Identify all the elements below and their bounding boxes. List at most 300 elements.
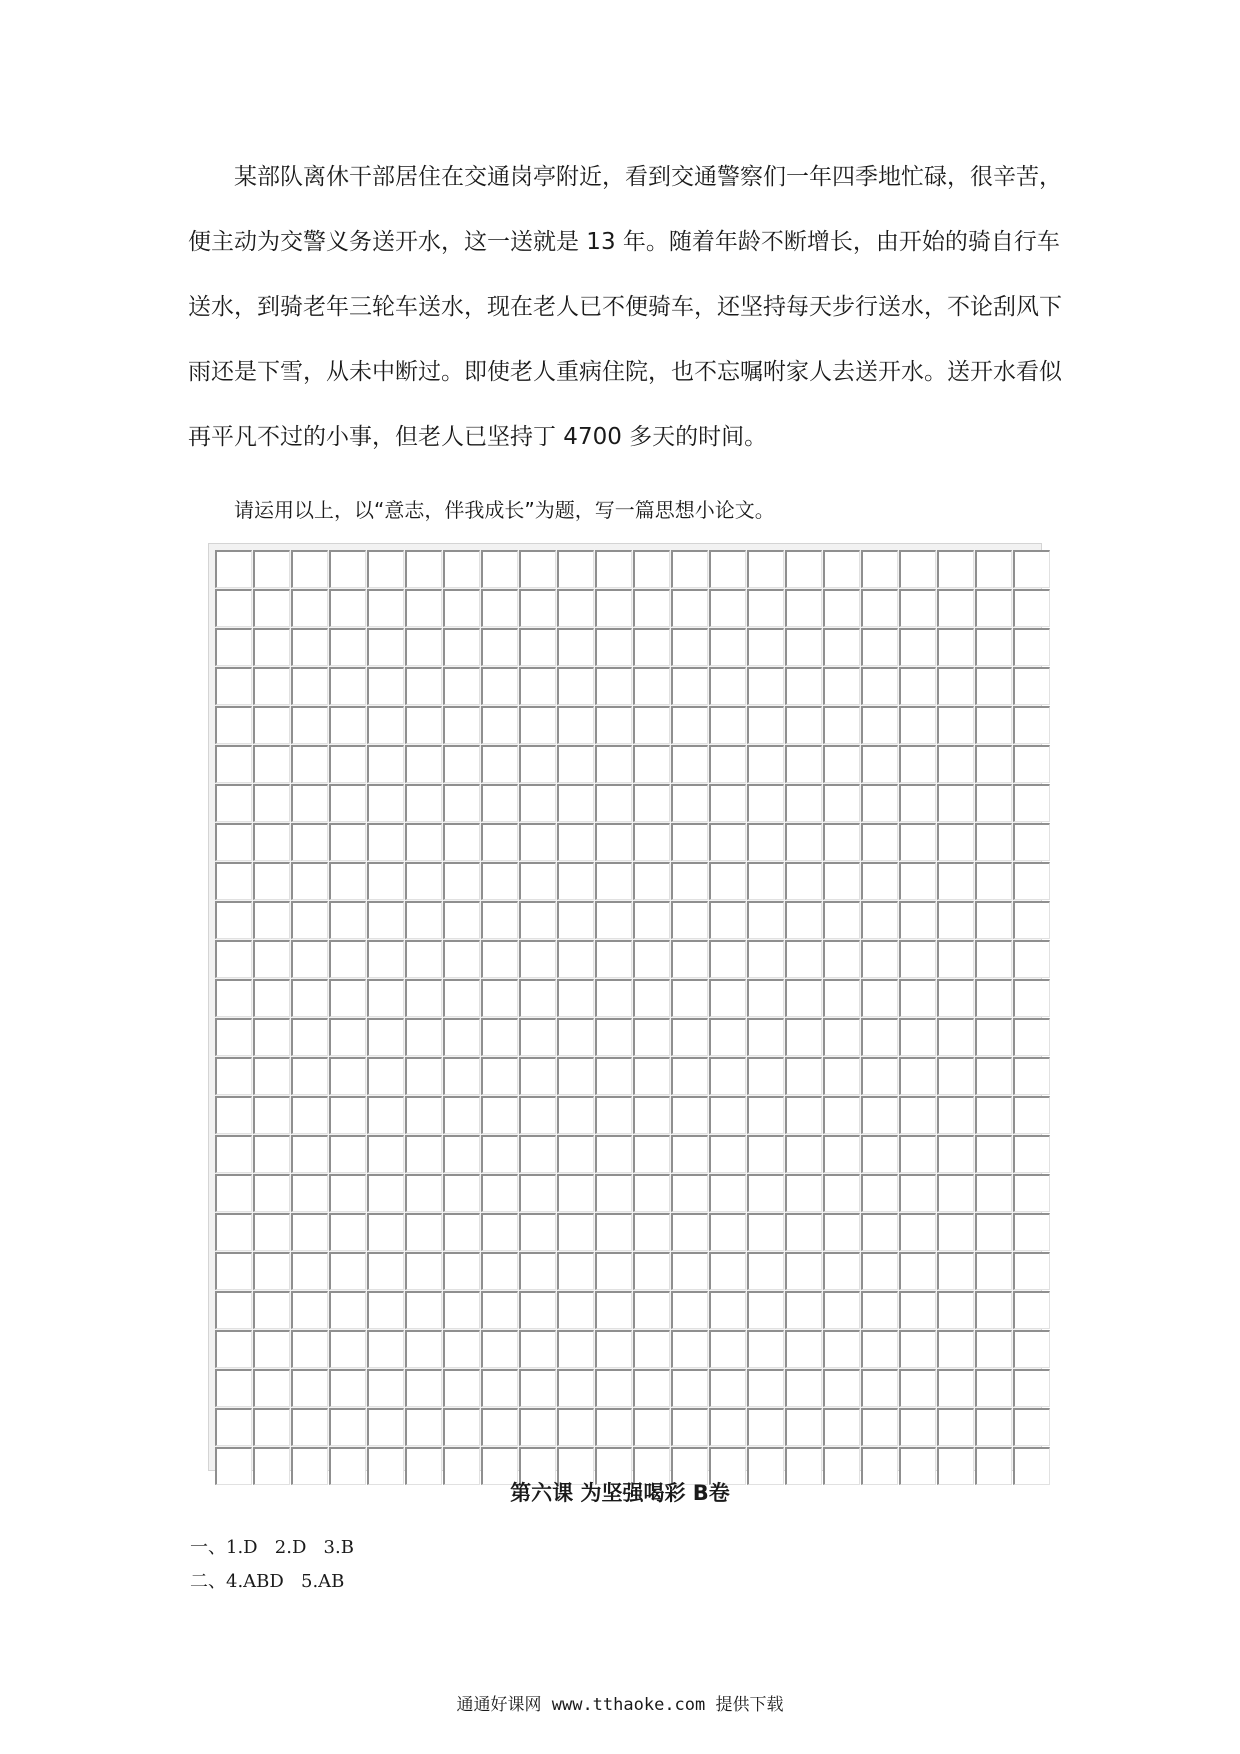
grid-cell [595, 862, 632, 900]
grid-cell [899, 784, 936, 822]
grid-cell [481, 940, 518, 978]
grid-cell [785, 745, 822, 783]
grid-cell [709, 1291, 746, 1329]
grid-cell [557, 1213, 594, 1251]
grid-cell [291, 1252, 328, 1290]
grid-cell [253, 1408, 290, 1446]
grid-cell [975, 1018, 1012, 1056]
grid-cell [557, 1135, 594, 1173]
grid-cell [747, 979, 784, 1017]
grid-cell [215, 940, 252, 978]
grid-cell [329, 1330, 366, 1368]
grid-cell [709, 901, 746, 939]
grid-cell [823, 1408, 860, 1446]
grid-cell [329, 901, 366, 939]
grid-cell [1013, 1096, 1050, 1134]
grid-cell [937, 706, 974, 744]
grid-cell [823, 550, 860, 588]
grid-cell [253, 784, 290, 822]
grid-cell [671, 940, 708, 978]
grid-cell [975, 1369, 1012, 1407]
grid-cell [595, 979, 632, 1017]
grid-cell [861, 862, 898, 900]
grid-cell [823, 745, 860, 783]
grid-cell [823, 589, 860, 627]
grid-cell [709, 979, 746, 1017]
grid-cell [861, 1330, 898, 1368]
grid-cell [595, 1018, 632, 1056]
grid-cell [329, 1174, 366, 1212]
grid-cell [519, 979, 556, 1017]
grid-cell [329, 745, 366, 783]
grid-cell [519, 667, 556, 705]
grid-cell [215, 979, 252, 1017]
grid-cell [367, 1096, 404, 1134]
grid-cell [633, 940, 670, 978]
grid-cell [671, 901, 708, 939]
grid-cell [785, 862, 822, 900]
grid-cell [975, 1291, 1012, 1329]
grid-cell [291, 1096, 328, 1134]
grid-cell [443, 1135, 480, 1173]
grid-cell [861, 1291, 898, 1329]
grid-cell [519, 823, 556, 861]
grid-cell [899, 1252, 936, 1290]
grid-cell [823, 1213, 860, 1251]
grid-cell [367, 667, 404, 705]
grid-cell [367, 1174, 404, 1212]
grid-cell [367, 901, 404, 939]
grid-cell [215, 1213, 252, 1251]
grid-cell [443, 940, 480, 978]
grid-cell [253, 823, 290, 861]
grid-cell [595, 1408, 632, 1446]
grid-cell [709, 784, 746, 822]
grid-cell [747, 589, 784, 627]
grid-cell [557, 745, 594, 783]
grid-cell [405, 1291, 442, 1329]
grid-cell [1013, 745, 1050, 783]
grid-cell [557, 862, 594, 900]
grid-cell [253, 1330, 290, 1368]
essay-grid [208, 543, 1042, 1471]
grid-cell [443, 628, 480, 666]
grid-cell [329, 1369, 366, 1407]
grid-cell [899, 940, 936, 978]
grid-cell [975, 706, 1012, 744]
grid-cell [1013, 823, 1050, 861]
grid-cell [481, 1174, 518, 1212]
grid-cell [671, 1057, 708, 1095]
grid-cell [861, 1369, 898, 1407]
grid-cell [443, 1291, 480, 1329]
grid-cell [595, 628, 632, 666]
grid-cell [975, 1096, 1012, 1134]
grid-cell [405, 1096, 442, 1134]
grid-cell [975, 1213, 1012, 1251]
grid-cell [747, 1252, 784, 1290]
grid-cell [899, 901, 936, 939]
grid-cell [671, 1135, 708, 1173]
grid-cell [861, 667, 898, 705]
grid-cell [291, 862, 328, 900]
grid-cell [443, 1330, 480, 1368]
grid-cell [709, 628, 746, 666]
grid-cell [519, 1174, 556, 1212]
grid-cell [671, 862, 708, 900]
grid-cell [861, 706, 898, 744]
grid-cell [899, 589, 936, 627]
passage-line: 某部队离休干部居住在交通岗亭附近，看到交通警察们一年四季地忙碌，很辛苦， [234, 164, 1062, 190]
grid-cell [443, 706, 480, 744]
grid-cell [899, 1213, 936, 1251]
grid-cell [671, 823, 708, 861]
grid-cell [633, 667, 670, 705]
grid-cell [823, 1057, 860, 1095]
grid-cell [899, 706, 936, 744]
grid-cell [253, 1291, 290, 1329]
grid-cell [329, 1252, 366, 1290]
grid-cell [861, 823, 898, 861]
grid-cell [253, 979, 290, 1017]
grid-cell [595, 745, 632, 783]
grid-cell [861, 1174, 898, 1212]
grid-cell [671, 706, 708, 744]
grid-cell [519, 1408, 556, 1446]
grid-cell [1013, 1330, 1050, 1368]
grid-cell [975, 589, 1012, 627]
grid-cell [633, 1057, 670, 1095]
grid-cell [367, 745, 404, 783]
grid-cell [215, 1174, 252, 1212]
grid-cell [405, 901, 442, 939]
grid-cell [405, 979, 442, 1017]
grid-cell [785, 1018, 822, 1056]
grid-cell [1013, 1369, 1050, 1407]
grid-cell [329, 1213, 366, 1251]
grid-cell [215, 1291, 252, 1329]
essay-prompt: 请运用以上，以“意志，伴我成长”为题，写一篇思想小论文。 [234, 498, 775, 522]
grid-cell [595, 1174, 632, 1212]
grid-cell [709, 823, 746, 861]
grid-cell [709, 745, 746, 783]
grid-cell [937, 1057, 974, 1095]
grid-cell [975, 823, 1012, 861]
grid-cell [405, 1174, 442, 1212]
grid-cell [557, 1369, 594, 1407]
page-footer: 通通好课网 www.tthaoke.com 提供下载 [456, 1695, 784, 1715]
grid-cell [823, 1174, 860, 1212]
grid-cell [747, 1096, 784, 1134]
grid-cell [443, 1018, 480, 1056]
grid-cell [633, 1174, 670, 1212]
grid-cell [937, 1135, 974, 1173]
grid-cell [405, 706, 442, 744]
passage-line: 雨还是下雪，从未中断过。即使老人重病住院，也不忘嘱咐家人去送开水。送开水看似 [188, 359, 1062, 385]
grid-cell [481, 784, 518, 822]
grid-cell [405, 823, 442, 861]
grid-cell [405, 550, 442, 588]
grid-cell [861, 1213, 898, 1251]
grid-cell [861, 628, 898, 666]
grid-cell [709, 862, 746, 900]
grid-cell [595, 1252, 632, 1290]
grid-cell [215, 1330, 252, 1368]
grid-cell [405, 940, 442, 978]
grid-cell [747, 784, 784, 822]
grid-cell [671, 1408, 708, 1446]
grid-cell [1013, 589, 1050, 627]
grid-cell [899, 628, 936, 666]
grid-cell [785, 1330, 822, 1368]
grid-cell [481, 589, 518, 627]
grid-cell [975, 1174, 1012, 1212]
grid-cell [481, 979, 518, 1017]
grid-cell [671, 784, 708, 822]
grid-cell [481, 1018, 518, 1056]
grid-cell [823, 862, 860, 900]
grid-cell [291, 1330, 328, 1368]
grid-cell [633, 1018, 670, 1056]
grid-cell [709, 1369, 746, 1407]
grid-cell [557, 940, 594, 978]
grid-cell [1013, 706, 1050, 744]
grid-cell [937, 1174, 974, 1212]
grid-cell [709, 1057, 746, 1095]
grid-cell [633, 1408, 670, 1446]
grid-cell [709, 1096, 746, 1134]
grid-cell [481, 550, 518, 588]
grid-cell [367, 1291, 404, 1329]
grid-cell [633, 823, 670, 861]
grid-cell [899, 1018, 936, 1056]
grid-cell [253, 1252, 290, 1290]
grid-cell [519, 628, 556, 666]
grid-cell [329, 550, 366, 588]
grid-cell [785, 1291, 822, 1329]
grid-cell [975, 1330, 1012, 1368]
grid-cell [329, 1018, 366, 1056]
grid-cell [481, 1096, 518, 1134]
grid-cell [329, 589, 366, 627]
grid-cell [215, 628, 252, 666]
grid-cell [975, 979, 1012, 1017]
grid-cell [747, 1018, 784, 1056]
grid-cell [1013, 628, 1050, 666]
grid-cell [443, 1252, 480, 1290]
grid-cell [975, 1057, 1012, 1095]
grid-cell [633, 589, 670, 627]
grid-cell [215, 589, 252, 627]
grid-cell [899, 667, 936, 705]
grid-cell [633, 550, 670, 588]
grid-cell [709, 550, 746, 588]
grid-cell [899, 1330, 936, 1368]
grid-cell [443, 1057, 480, 1095]
grid-cell [823, 901, 860, 939]
grid-cell [747, 1057, 784, 1095]
grid-cell [671, 550, 708, 588]
grid-cell [785, 979, 822, 1017]
grid-cell [823, 823, 860, 861]
grid-cell [785, 589, 822, 627]
grid-cell [557, 1330, 594, 1368]
grid-cell [557, 784, 594, 822]
grid-cell [633, 862, 670, 900]
grid-cell [785, 1135, 822, 1173]
grid-cell [747, 1330, 784, 1368]
grid-cell [215, 1408, 252, 1446]
grid-cell [557, 1057, 594, 1095]
grid-cell [443, 667, 480, 705]
grid-cell [937, 1369, 974, 1407]
passage-line: 便主动为交警义务送开水，这一送就是 13 年。随着年龄不断增长，由开始的骑自行车 [188, 229, 1060, 255]
grid-cell [1013, 1057, 1050, 1095]
grid-cell [481, 667, 518, 705]
grid-cell [747, 1369, 784, 1407]
grid-cell [253, 589, 290, 627]
grid-cell [595, 1330, 632, 1368]
grid-cell [215, 1018, 252, 1056]
grid-cell [747, 745, 784, 783]
grid-cell [709, 1408, 746, 1446]
grid-cell [937, 667, 974, 705]
grid-cell [937, 862, 974, 900]
grid-cell [823, 1135, 860, 1173]
grid-cell [899, 1408, 936, 1446]
grid-cell [443, 1213, 480, 1251]
grid-cell [671, 1330, 708, 1368]
grid-cell [557, 1408, 594, 1446]
grid-cell [1013, 667, 1050, 705]
grid-cell [861, 1135, 898, 1173]
grid-cell [329, 1291, 366, 1329]
grid-cell [329, 628, 366, 666]
grid-cell [899, 862, 936, 900]
grid-cell [595, 823, 632, 861]
grid-cell [823, 979, 860, 1017]
grid-cell [823, 784, 860, 822]
grid-cell [519, 550, 556, 588]
grid-cell [747, 1291, 784, 1329]
grid-cell [291, 1057, 328, 1095]
grid-cell [671, 979, 708, 1017]
grid-cell [367, 979, 404, 1017]
grid-cell [291, 745, 328, 783]
grid-cell [405, 1018, 442, 1056]
grid-cell [253, 706, 290, 744]
grid-cell [709, 940, 746, 978]
grid-cell [215, 550, 252, 588]
grid-cell [329, 979, 366, 1017]
grid-cell [595, 1096, 632, 1134]
grid-cell [633, 1096, 670, 1134]
grid-cell [291, 667, 328, 705]
grid-cell [861, 901, 898, 939]
grid-cell [937, 745, 974, 783]
grid-cell [633, 745, 670, 783]
grid-cell [595, 1369, 632, 1407]
grid-cell [1013, 1291, 1050, 1329]
grid-cell [747, 628, 784, 666]
grid-cell [443, 1096, 480, 1134]
grid-cell [367, 628, 404, 666]
grid-cell [899, 823, 936, 861]
grid-cell [785, 628, 822, 666]
grid-cell [595, 1057, 632, 1095]
grid-cell [481, 745, 518, 783]
grid-cell [253, 1018, 290, 1056]
answer-line: 二、4.ABD 5.AB [190, 1571, 345, 1592]
grid-cell [405, 1408, 442, 1446]
grid-cell [937, 1213, 974, 1251]
grid-cell [1013, 550, 1050, 588]
grid-cell [405, 1330, 442, 1368]
grid-cell [367, 1057, 404, 1095]
grid-cell [861, 1057, 898, 1095]
grid-cell [367, 862, 404, 900]
grid-cell [519, 589, 556, 627]
grid-cell [861, 784, 898, 822]
grid-cell [481, 1369, 518, 1407]
grid-cell [481, 1135, 518, 1173]
grid-cell [709, 706, 746, 744]
grid-cell [899, 1135, 936, 1173]
grid-cell [823, 1252, 860, 1290]
grid-cell [443, 784, 480, 822]
grid-cell [215, 862, 252, 900]
grid-cell [823, 1096, 860, 1134]
grid-cell [405, 862, 442, 900]
grid-cell [633, 1369, 670, 1407]
grid-cell [747, 901, 784, 939]
grid-cell [747, 823, 784, 861]
grid-cell [557, 706, 594, 744]
grid-cell [405, 667, 442, 705]
grid-cell [595, 1291, 632, 1329]
grid-cell [671, 1369, 708, 1407]
grid-cell [785, 1369, 822, 1407]
grid-cell [785, 1096, 822, 1134]
grid-cell [937, 589, 974, 627]
grid-cell [329, 784, 366, 822]
grid-cell [519, 1057, 556, 1095]
grid-cell [671, 1252, 708, 1290]
grid-cell [595, 901, 632, 939]
grid-cell [861, 745, 898, 783]
grid-cell [937, 1330, 974, 1368]
grid-cell [367, 1135, 404, 1173]
grid-cell [975, 940, 1012, 978]
grid-cell [899, 1096, 936, 1134]
grid-cell [899, 1369, 936, 1407]
grid-cell [291, 940, 328, 978]
grid-cell [519, 1291, 556, 1329]
grid-cell [329, 1096, 366, 1134]
grid-cell [557, 901, 594, 939]
grid-cell [367, 550, 404, 588]
grid-cell [253, 940, 290, 978]
grid-cell [975, 862, 1012, 900]
grid-cell [747, 1213, 784, 1251]
grid-cell [785, 1213, 822, 1251]
grid-cell [747, 940, 784, 978]
grid-cell [443, 1408, 480, 1446]
grid-cell [1013, 1213, 1050, 1251]
grid-cell [329, 862, 366, 900]
grid-cell [253, 901, 290, 939]
grid-cell [633, 979, 670, 1017]
